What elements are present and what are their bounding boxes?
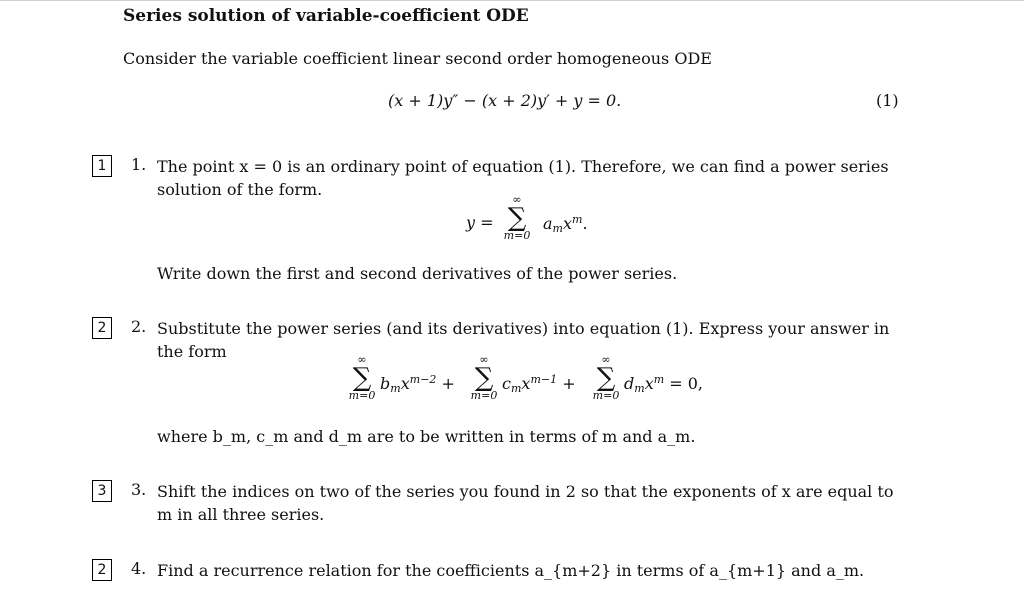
summation-symbol: ∞ ∑ m=0: [592, 353, 620, 402]
sum-lower-limit: m=0: [503, 229, 531, 242]
question-followup: where b_m, c_m and d_m are to be written in terms of m and a_m.: [157, 427, 696, 446]
summation-symbol: ∞ ∑ m=0: [348, 353, 376, 402]
intro-paragraph: Consider the variable coefficient linear second order homogeneous ODE: [123, 49, 712, 68]
page-title: Series solution of variable-coefficient ODE: [123, 6, 529, 26]
top-border: [0, 0, 1024, 1]
marks-box: 1: [92, 155, 112, 177]
equation-number: (1): [876, 91, 899, 110]
question-followup: Write down the first and second derivatives of the power series.: [157, 264, 678, 283]
series-term-b: $b_mx^{m-2}$ +: [380, 373, 455, 395]
marks-box: 2: [92, 559, 112, 581]
question-text: Find a recurrence relation for the coefficients a_{m+2} in terms of a_{m+1} and a_m.: [157, 561, 865, 580]
series-term-c: $c_mx^{m-1}$ +: [502, 373, 576, 395]
question-text: Shift the indices on two of the series you found in 2 so that the exponents of x are equal to m in all three series.: [157, 482, 894, 524]
question-number: 1.: [131, 155, 147, 174]
series-term: $a_mx^m$.: [543, 213, 588, 235]
summation-symbol: ∞ ∑ m=0: [470, 353, 498, 402]
marks-box: 2: [92, 317, 112, 339]
formula-lhs: y =: [466, 213, 494, 232]
question-number: 4.: [131, 559, 147, 578]
question-text: Substitute the power series (and its derivatives) into equation (1). Express your answer in the form: [157, 319, 890, 361]
sum-upper-limit: ∞: [512, 193, 522, 206]
main-equation: (x + 1)y″ − (x + 2)y′ + y = 0.: [388, 91, 622, 110]
marks-box: 3: [92, 480, 112, 502]
summation-symbol: ∞ ∑ m=0: [497, 194, 537, 242]
series-term-d: $d_mx^m = 0$,: [624, 373, 704, 395]
question-number: 3.: [131, 480, 147, 499]
question-number: 2.: [131, 317, 147, 336]
question-text: The point x = 0 is an ordinary point of equation (1). Therefore, we can find a power series solution of the form.: [157, 157, 889, 199]
